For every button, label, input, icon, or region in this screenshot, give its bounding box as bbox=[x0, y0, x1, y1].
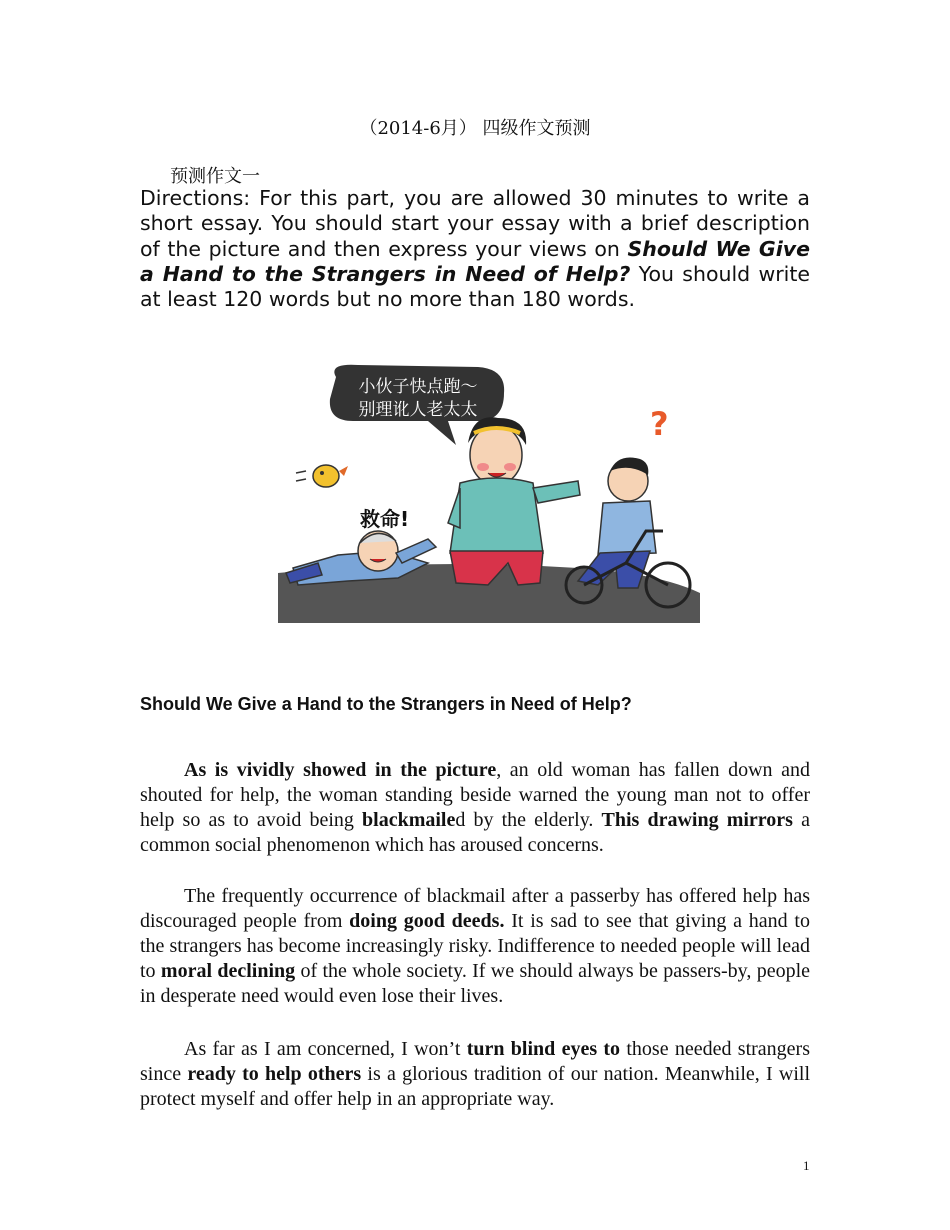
essay-paragraph-2 bbox=[140, 884, 810, 1009]
page-title: （2014-6月） 四级作文预测 bbox=[359, 118, 591, 139]
bold-phrase: doing good deeds. bbox=[349, 910, 505, 932]
paragraph-text: The frequently occurrence of blackmail after a passerby has offered help has discouraged people from bbox=[140, 885, 810, 932]
paragraph-text: is a glorious tradition of our nation. Meanwhile, I will protect myself and offer help in an appropriate way. bbox=[140, 1063, 811, 1110]
paragraph-text: As far as I am concerned, I won’t bbox=[184, 1038, 467, 1060]
essay-paragraph-1 bbox=[140, 758, 810, 858]
bold-phrase: moral declining bbox=[160, 960, 296, 982]
paragraph-text: a common social phenomenon which has aroused concerns. bbox=[140, 809, 810, 856]
directions-text-2: You should write at least 120 words but no more than 180 words. bbox=[140, 261, 810, 312]
cartoon-illustration bbox=[278, 363, 700, 623]
paragraph-text: of the whole society. If we should always be passers-by, people in desperate need would even lose their lives. bbox=[140, 960, 811, 1007]
bold-phrase: turn blind eyes to bbox=[466, 1038, 621, 1060]
directions-topic: Should We Give a Hand to the Strangers in Need of Help? bbox=[140, 236, 810, 286]
question-mark: ? bbox=[650, 405, 669, 443]
essay-paragraph-3 bbox=[140, 1037, 810, 1112]
standing-woman-figure bbox=[448, 417, 580, 585]
paragraph-text: , an old woman has fallen down and shouted for help, the woman standing beside warned the young man not to offer help so as to avoid being bbox=[140, 759, 811, 831]
page-number: 1 bbox=[803, 1158, 810, 1173]
directions bbox=[140, 186, 810, 312]
speech-line-1: 小伙子快点跑～ bbox=[358, 377, 478, 397]
directions-text: Directions: For this part, you are allowed 30 minutes to write a short essay. You should start your essay with a brief description of the picture and then express your views on bbox=[140, 186, 810, 261]
essay-title: Should We Give a Hand to the Strangers in Need of Help? bbox=[140, 694, 632, 714]
chicken-icon bbox=[296, 465, 348, 487]
paragraph-text: It is sad to see that giving a hand to the strangers has become increasingly risky. Indifference to needed people will lead to bbox=[140, 910, 810, 982]
paragraph-text: those needed strangers since bbox=[140, 1038, 811, 1085]
subtitle: 预测作文一 bbox=[170, 166, 260, 187]
bold-phrase: As is vividly showed in the picture bbox=[184, 759, 497, 781]
bold-phrase: blackmaile bbox=[362, 809, 456, 831]
speech-line-2: 别理讹人老太太 bbox=[358, 400, 478, 420]
cry-text: 救命! bbox=[360, 507, 410, 531]
bold-phrase: ready to help others bbox=[187, 1063, 362, 1085]
bold-phrase: This drawing mirrors bbox=[601, 809, 793, 831]
paragraph-text: d by the elderly. bbox=[455, 809, 602, 831]
